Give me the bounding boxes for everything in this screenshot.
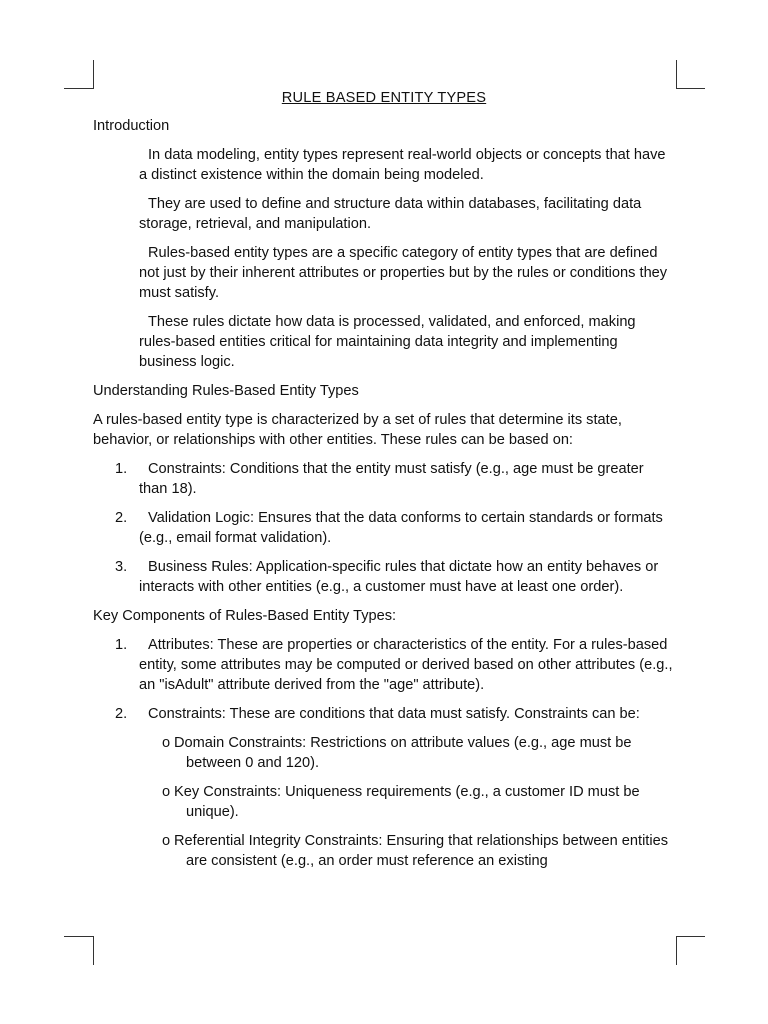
understanding-text: A rules-based entity type is characterized by a set of rules that determine its state, behavior, or relationships with other entities. These rules can be based on: [93,412,622,448]
list-number: 3. [115,559,128,575]
sub-list-item [93,831,675,871]
list-item-text: Constraints: Conditions that the entity must satisfy (e.g., age must be greater than 18). [139,461,644,497]
list-number: 2. [115,706,128,722]
intro-paragraph: These rules dictate how data is processed, validated, and enforced, making rules-based entities critical for maintaining data integrity and implementing business logic. [139,314,636,370]
list-item-text: Constraints: These are conditions that data must satisfy. Constraints can be: [148,706,640,722]
list-item-text: Validation Logic: Ensures that the data conforms to certain standards or formats (e.g., email format validation). [139,510,663,546]
bullet-icon: o [162,833,171,849]
list-item [93,508,675,548]
components-list [93,635,675,724]
list-item [93,635,675,695]
list-item-text: Attributes: These are properties or characteristics of the entity. For a rules-based entity, some attributes may be computed or derived based on other attributes (e.g., an "isAdult" attribute derived from the "age" attribute). [139,637,673,693]
document-body [93,88,675,880]
list-item [93,704,675,724]
document-title: RULE BASED ENTITY TYPES [281,90,487,106]
crop-mark-top-right [676,60,705,89]
intro-heading: Introduction [93,118,170,134]
list-number: 2. [115,510,128,526]
components-heading: Key Components of Rules-Based Entity Types: [93,608,397,624]
sub-list-item-text: Key Constraints: Uniqueness requirements (e.g., a customer ID must be unique). [174,784,640,820]
list-item-text: Business Rules: Application-specific rules that dictate how an entity behaves or interacts with other entities (e.g., a customer must have at least one order). [139,559,659,595]
crop-mark-bottom-left [64,936,94,965]
intro-paragraph: They are used to define and structure data within databases, facilitating data storage, retrieval, and manipulation. [139,196,642,232]
rules-list [93,459,675,597]
sub-list-item [93,733,675,773]
understanding-heading: Understanding Rules-Based Entity Types [93,383,359,399]
list-item [93,459,675,499]
crop-mark-bottom-right [676,936,705,965]
sub-list-item [93,782,675,822]
constraint-types-list [93,733,675,871]
sub-list-item-text: Domain Constraints: Restrictions on attribute values (e.g., age must be between 0 and 120). [174,735,632,771]
list-number: 1. [115,637,128,653]
list-item [93,557,675,597]
bullet-icon: o [162,784,171,800]
list-number: 1. [115,461,128,477]
intro-paragraph: In data modeling, entity types represent real-world objects or concepts that have a distinct existence within the domain being modeled. [139,147,666,183]
sub-list-item-text: Referential Integrity Constraints: Ensuring that relationships between entities are consistent (e.g., an order must reference an existing [174,833,669,869]
intro-paragraph: Rules-based entity types are a specific category of entity types that are defined not just by their inherent attributes or properties but by the rules or conditions they must satisfy. [139,245,668,301]
bullet-icon: o [162,735,171,751]
crop-mark-top-left [64,60,94,89]
